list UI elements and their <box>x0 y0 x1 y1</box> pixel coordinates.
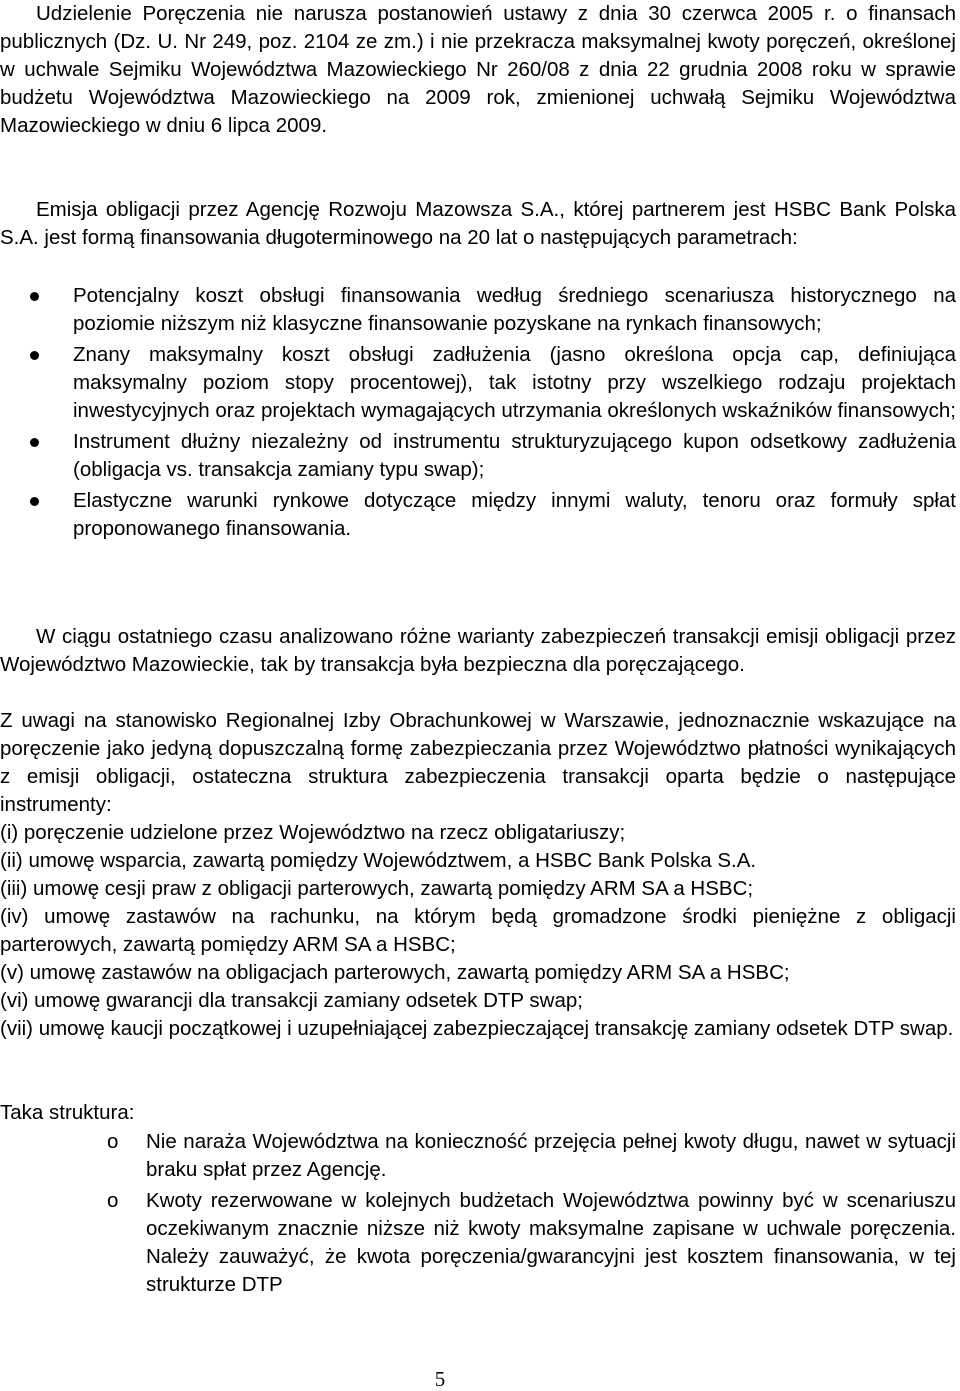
circle-bullet-icon: o <box>107 1189 119 1212</box>
list-item: Elastyczne warunki rynkowe dotyczące między innymi waluty, tenoru oraz formuły spłat proponowanego finansowania. <box>0 487 956 543</box>
list-item-text: Kwoty rezerwowane w kolejnych budżetach Województwa powinny być w scenariuszu oczekiwanym znacznie niższe niż kwoty maksymalne zapisane w uchwale poręczenia. Należy zauważyć, że kwota poręczenia/gwarancyjni jest kosztem finansowania, w tej strukturze DTP <box>146 1189 956 1296</box>
list-item: (vii) umowę kaucji początkowej i uzupełniającej zabezpieczającej transakcję zamiany odsetek DTP swap. <box>0 1017 954 1040</box>
analysis-paragraph: W ciągu ostatniego czasu analizowano różne warianty zabezpieczeń transakcji emisji obligacji przez Województwo Mazowieckie, tak by transakcja była bezpieczna dla poręczającego. <box>0 625 956 676</box>
list-item: Znany maksymalny koszt obsługi zadłużenia (jasno określona opcja cap, definiująca maksymalny poziom stopy procentowej), tak istotny przy wszelkiego rodzaju projektach inwestycyjnych oraz projektach wymagających utrzymania określonych wskaźników finansowych; <box>0 341 956 425</box>
emission-paragraph: Emisja obligacji przez Agencję Rozwoju Mazowsza S.A., której partnerem jest HSBC Bank Polska S.A. jest formą finansowania długoterminowego na 20 lat o następujących parametrach: <box>0 198 956 249</box>
instruments-list <box>0 819 956 1043</box>
circle-bullet-icon: o <box>107 1130 119 1153</box>
list-item: (iv) umowę zastawów na rachunku, na którym będą gromadzone środki pieniężne z obligacji parterowych, zawartą pomiędzy ARM SA a HSBC; <box>0 905 956 956</box>
structure-list <box>0 1128 956 1302</box>
list-item: Instrument dłużny niezależny od instrumentu strukturyzującego kupon odsetkowy zadłużenia (obligacja vs. transakcja zamiany typu swap); <box>0 428 956 484</box>
list-item: (v) umowę zastawów na obligacjach parterowych, zawartą pomiędzy ARM SA a HSBC; <box>0 961 790 984</box>
list-item: (vi) umowę gwarancji dla transakcji zamiany odsetek DTP swap; <box>0 989 583 1012</box>
list-item-text: Nie naraża Województwa na konieczność przejęcia pełnej kwoty długu, nawet w sytuacji braku spłat przez Agencję. <box>146 1130 956 1181</box>
list-item: (i) poręczenie udzielone przez Województwo na rzecz obligatariuszy; <box>0 821 626 844</box>
parameters-list <box>0 282 956 546</box>
chamber-paragraph: Z uwagi na stanowisko Regionalnej Izby Obrachunkowej w Warszawie, jednoznacznie wskazujące na poręczenie jako jedyną dopuszczalną formę zabezpieczania przez Województwo płatności wynikających z emisji obligacji, ostateczna struktura zabezpieczenia transakcji oparta będzie o następujące instrumenty: <box>0 709 956 816</box>
page-number: 5 <box>434 1367 446 1391</box>
list-item: Potencjalny koszt obsługi finansowania według średniego scenariusza historycznego na poziomie niższym niż klasyczne finansowanie pozyskane na rynkach finansowych; <box>0 282 956 338</box>
intro-paragraph: Udzielenie Poręczenia nie narusza postanowień ustawy z dnia 30 czerwca 2005 r. o finansach publicznych (Dz. U. Nr 249, poz. 2104 ze zm.) i nie przekracza maksymalnej kwoty poręczeń, określonej w uchwale Sejmiku Województwa Mazowieckiego Nr 260/08 z dnia 22 grudnia 2008 roku w sprawie budżetu Województwa Mazowieckiego na 2009 rok, zmienionej uchwałą Sejmiku Województwa Mazowieckiego w dniu 6 lipca 2009. <box>0 2 956 137</box>
list-item <box>0 1128 956 1184</box>
list-item <box>0 1187 956 1299</box>
list-item: (iii) umowę cesji praw z obligacji parterowych, zawartą pomiędzy ARM SA a HSBC; <box>0 877 754 900</box>
list-item: (ii) umowę wsparcia, zawartą pomiędzy Województwem, a HSBC Bank Polska S.A. <box>0 849 757 872</box>
structure-heading: Taka struktura: <box>0 1101 135 1124</box>
